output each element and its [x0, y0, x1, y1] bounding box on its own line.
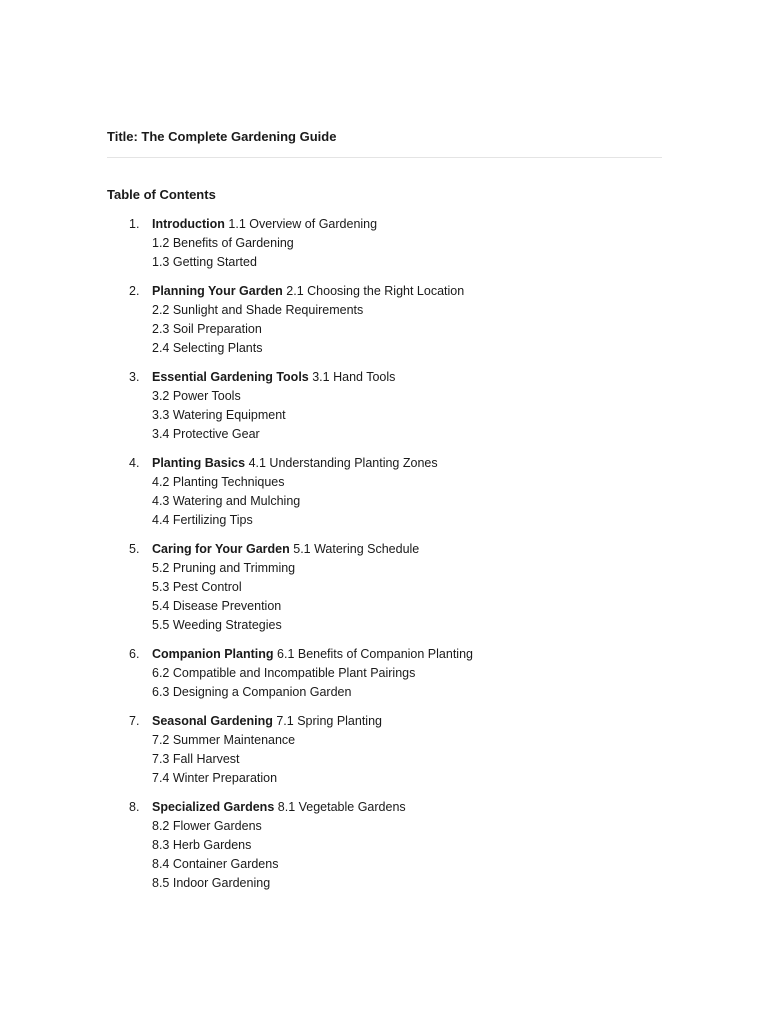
toc-subsection: 6.1 Benefits of Companion Planting	[277, 647, 473, 661]
toc-subsection: 8.4 Container Gardens	[152, 857, 279, 871]
toc-item	[107, 712, 667, 788]
toc-subsection: 8.1 Vegetable Gardens	[277, 800, 406, 814]
toc-item-number: 1.	[129, 217, 140, 231]
toc-item	[107, 282, 667, 358]
toc-item-number: 4.	[129, 456, 140, 470]
toc-item-number: 5.	[129, 542, 140, 556]
toc-section-title: Planning Your Garden	[152, 284, 283, 298]
toc-section-title: Companion Planting	[152, 647, 274, 661]
toc-item-number: 2.	[129, 284, 140, 298]
toc-subsection: 7.1 Spring Planting	[276, 714, 382, 728]
toc-subsection: 3.1 Hand Tools	[312, 370, 396, 384]
toc-item-number: 8.	[129, 800, 140, 814]
toc-section-title: Essential Gardening Tools	[152, 370, 309, 384]
toc-subsection: 1.2 Benefits of Gardening	[152, 236, 294, 250]
toc-item-number: 3.	[129, 370, 140, 384]
toc-list	[107, 215, 667, 903]
toc-section-title: Caring for Your Garden	[152, 542, 290, 556]
toc-section-title: Planting Basics	[152, 456, 246, 470]
toc-subsection: 8.2 Flower Gardens	[152, 819, 262, 833]
toc-subsection: 8.5 Indoor Gardening	[152, 876, 271, 890]
toc-subsection: 1.3 Getting Started	[152, 255, 257, 269]
toc-subsection: 5.4 Disease Prevention	[152, 599, 282, 613]
toc-subsection: 5.3 Pest Control	[152, 580, 242, 594]
toc-subsection: 6.3 Designing a Companion Garden	[152, 685, 352, 699]
toc-subsection: 3.2 Power Tools	[152, 389, 241, 403]
toc-subsection: 7.3 Fall Harvest	[152, 752, 240, 766]
toc-subsection: 4.3 Watering and Mulching	[152, 494, 301, 508]
toc-subsection: 4.1 Understanding Planting Zones	[248, 456, 438, 470]
toc-subsection: 3.3 Watering Equipment	[152, 408, 286, 422]
toc-item	[107, 215, 667, 272]
toc-item	[107, 540, 667, 635]
toc-subsection: 5.1 Watering Schedule	[293, 542, 420, 556]
toc-item	[107, 798, 667, 893]
toc-item	[107, 454, 667, 530]
toc-item-number: 7.	[129, 714, 140, 728]
toc-subsection: 5.5 Weeding Strategies	[152, 618, 282, 632]
toc-subsection: 2.4 Selecting Plants	[152, 341, 263, 355]
toc-subsection: 7.2 Summer Maintenance	[152, 733, 296, 747]
toc-subsection: 4.2 Planting Techniques	[152, 475, 285, 489]
toc-subsection: 5.2 Pruning and Trimming	[152, 561, 296, 575]
document-title: Title: The Complete Gardening Guide	[107, 129, 337, 144]
toc-item-number: 6.	[129, 647, 140, 661]
toc-subsection: 2.3 Soil Preparation	[152, 322, 262, 336]
toc-item	[107, 368, 667, 444]
toc-section-title: Specialized Gardens	[152, 800, 275, 814]
toc-subsection: 1.1 Overview of Gardening	[228, 217, 378, 231]
toc-subsection: 8.3 Herb Gardens	[152, 838, 252, 852]
toc-subsection: 6.2 Compatible and Incompatible Plant Pairings	[152, 666, 416, 680]
toc-subsection: 7.4 Winter Preparation	[152, 771, 278, 785]
toc-section-title: Introduction	[152, 217, 225, 231]
toc-subsection: 4.4 Fertilizing Tips	[152, 513, 253, 527]
toc-section-title: Seasonal Gardening	[152, 714, 273, 728]
toc-subsection: 3.4 Protective Gear	[152, 427, 260, 441]
toc-heading: Table of Contents	[107, 187, 216, 202]
toc-subsection: 2.1 Choosing the Right Location	[286, 284, 465, 298]
title-divider	[107, 157, 662, 158]
toc-item	[107, 645, 667, 702]
toc-subsection: 2.2 Sunlight and Shade Requirements	[152, 303, 364, 317]
